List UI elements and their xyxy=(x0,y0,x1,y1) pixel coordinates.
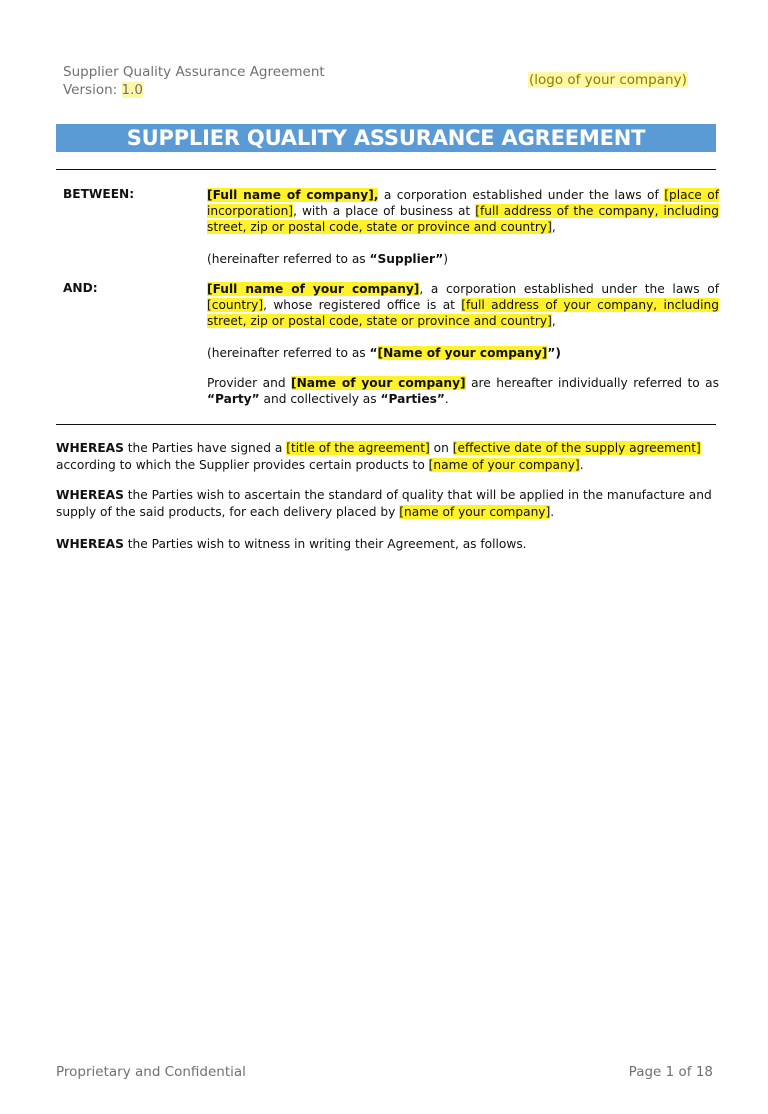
bottom-divider xyxy=(56,424,716,425)
company-name-placeholder: [name of your company] xyxy=(428,457,580,472)
your-company-address-placeholder: [full address of your company, including street, zip or postal code, state or province and country] xyxy=(207,298,719,328)
recital-text: the Parties have signed a xyxy=(123,441,287,455)
company-term-placeholder: [Name of your company] xyxy=(377,346,548,360)
between-paragraph xyxy=(207,187,719,235)
company-name-placeholder: [name of your company] xyxy=(399,504,551,519)
recital-text: according to which the Supplier provides certain products to xyxy=(56,457,429,472)
and-paragraph xyxy=(207,281,719,329)
document-title: SUPPLIER QUALITY ASSURANCE AGREEMENT xyxy=(56,124,716,152)
parties-mid-2: and collectively as xyxy=(259,392,381,406)
footer-page-number: Page 1 of 18 xyxy=(628,1064,713,1080)
parties-term: “Parties” xyxy=(380,392,445,406)
parties-mid: are hereafter individually referred to as xyxy=(465,376,719,390)
recital-text: the Parties wish to witness in writing their Agreement, as follows. xyxy=(123,537,527,551)
recital-lead: WHEREAS xyxy=(56,441,124,455)
logo-placeholder xyxy=(528,72,688,88)
supplier-term: “Supplier” xyxy=(369,252,444,266)
supplier-address-placeholder: [full address of the company, including street, zip or postal code, state or province and country] xyxy=(207,204,719,234)
party-term: “Party” xyxy=(207,392,260,406)
effective-date-placeholder: [effective date of the supply agreement] xyxy=(452,441,701,455)
company-referred-as xyxy=(207,345,719,361)
recital-2 xyxy=(56,487,716,520)
between-label: BETWEEN: xyxy=(63,187,135,201)
your-company-name-placeholder: [Full name of your company] xyxy=(207,282,420,296)
logo-placeholder-text: (logo of your company) xyxy=(529,72,687,88)
recital-1 xyxy=(56,440,716,473)
agreement-title-placeholder: [title of the agreement] xyxy=(286,441,430,455)
and-label: AND: xyxy=(63,281,98,295)
between-text-1: a corporation established under the laws of xyxy=(378,188,665,202)
recital-text: the Parties wish to ascertain the standard of quality that will be applied in the manufacture and supply of the said products, for each delivery placed by xyxy=(56,488,712,519)
between-text-2: , with a place of business at xyxy=(293,204,476,218)
referred-pre-2: (hereinafter referred to as xyxy=(207,346,370,360)
parties-company-placeholder: [Name of your company] xyxy=(291,376,466,390)
supplier-name-placeholder: [Full name of company], xyxy=(207,188,379,202)
and-text-1: , a corporation established under the laws of xyxy=(419,282,720,296)
version-value: 1.0 xyxy=(121,82,143,98)
recital-lead: WHEREAS xyxy=(56,537,124,551)
recital-lead: WHEREAS xyxy=(56,488,124,502)
recital-text: . xyxy=(579,457,584,472)
header-version xyxy=(63,81,325,99)
and-text-2: , whose registered office is at xyxy=(263,298,462,312)
and-text-3: , xyxy=(551,314,556,328)
footer-confidential: Proprietary and Confidential xyxy=(56,1064,246,1080)
quote-open: “ xyxy=(369,346,378,360)
recital-3 xyxy=(56,536,716,553)
version-label: Version: xyxy=(63,82,118,98)
top-divider xyxy=(56,169,716,170)
supplier-referred-as xyxy=(207,251,719,267)
parties-end: . xyxy=(444,392,449,406)
recital-text: . xyxy=(550,504,555,519)
between-text-3: , xyxy=(551,220,556,234)
parties-definition xyxy=(207,375,719,407)
referred-pre: (hereinafter referred to as xyxy=(207,252,370,266)
parties-pre: Provider and xyxy=(207,376,292,390)
recital-text: on xyxy=(429,441,453,455)
referred-post: ) xyxy=(443,252,449,266)
place-of-incorporation-placeholder: [place of incorporation] xyxy=(207,188,719,218)
country-placeholder: [country] xyxy=(207,298,264,312)
quote-close: ”) xyxy=(547,346,561,360)
page-header xyxy=(63,63,325,99)
header-doc-name: Supplier Quality Assurance Agreement xyxy=(63,64,325,80)
